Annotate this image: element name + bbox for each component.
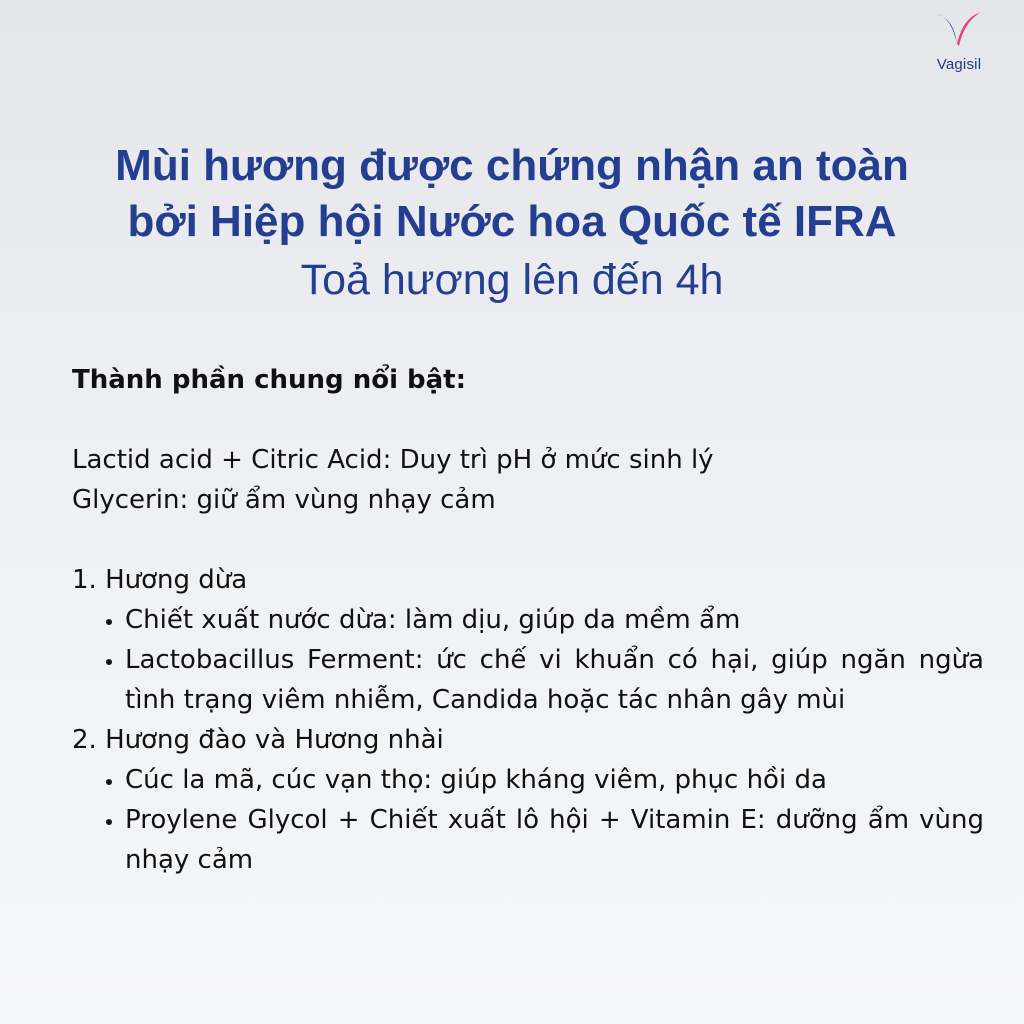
variant-heading: 2. Hương đào và Hương nhài	[72, 725, 444, 755]
section-title: Thành phần chung nổi bật:	[72, 365, 467, 395]
spacer	[72, 520, 984, 560]
headline-line-1: Mùi hương được chứng nhận an toàn	[115, 141, 909, 190]
variant-heading: 1. Hương dừa	[72, 565, 248, 595]
brand-logo	[924, 10, 994, 80]
general-ingredient: Lactid acid + Citric Acid: Duy trì pH ở mức sinh lý	[72, 445, 714, 475]
ingredients-section	[72, 360, 984, 880]
brand-name: Vagisil	[936, 56, 982, 73]
vagisil-v-icon	[935, 10, 983, 50]
list-item: • Proylene Glycol + Chiết xuất lô hội + Vitamin E: dưỡng ẩm vùng nhạy cảm	[125, 800, 984, 880]
list-item: • Lactobacillus Ferment: ức chế vi khuẩn có hại, giúp ngăn ngừa tình trạng viêm nhiễm, Candida hoặc tác nhân gây mùi	[125, 640, 984, 720]
headline-subtitle: Toả hương lên đến 4h	[300, 256, 724, 304]
list-item: • Chiết xuất nước dừa: làm dịu, giúp da mềm ẩm	[125, 600, 984, 640]
headline	[0, 138, 1024, 308]
variant-bullet-list	[72, 600, 984, 720]
variant-bullet-list	[72, 760, 984, 880]
headline-line-2: bởi Hiệp hội Nước hoa Quốc tế IFRA	[127, 197, 897, 246]
general-ingredient: Glycerin: giữ ẩm vùng nhạy cảm	[72, 485, 496, 515]
list-item: • Cúc la mã, cúc vạn thọ: giúp kháng viêm, phục hồi da	[125, 760, 984, 800]
